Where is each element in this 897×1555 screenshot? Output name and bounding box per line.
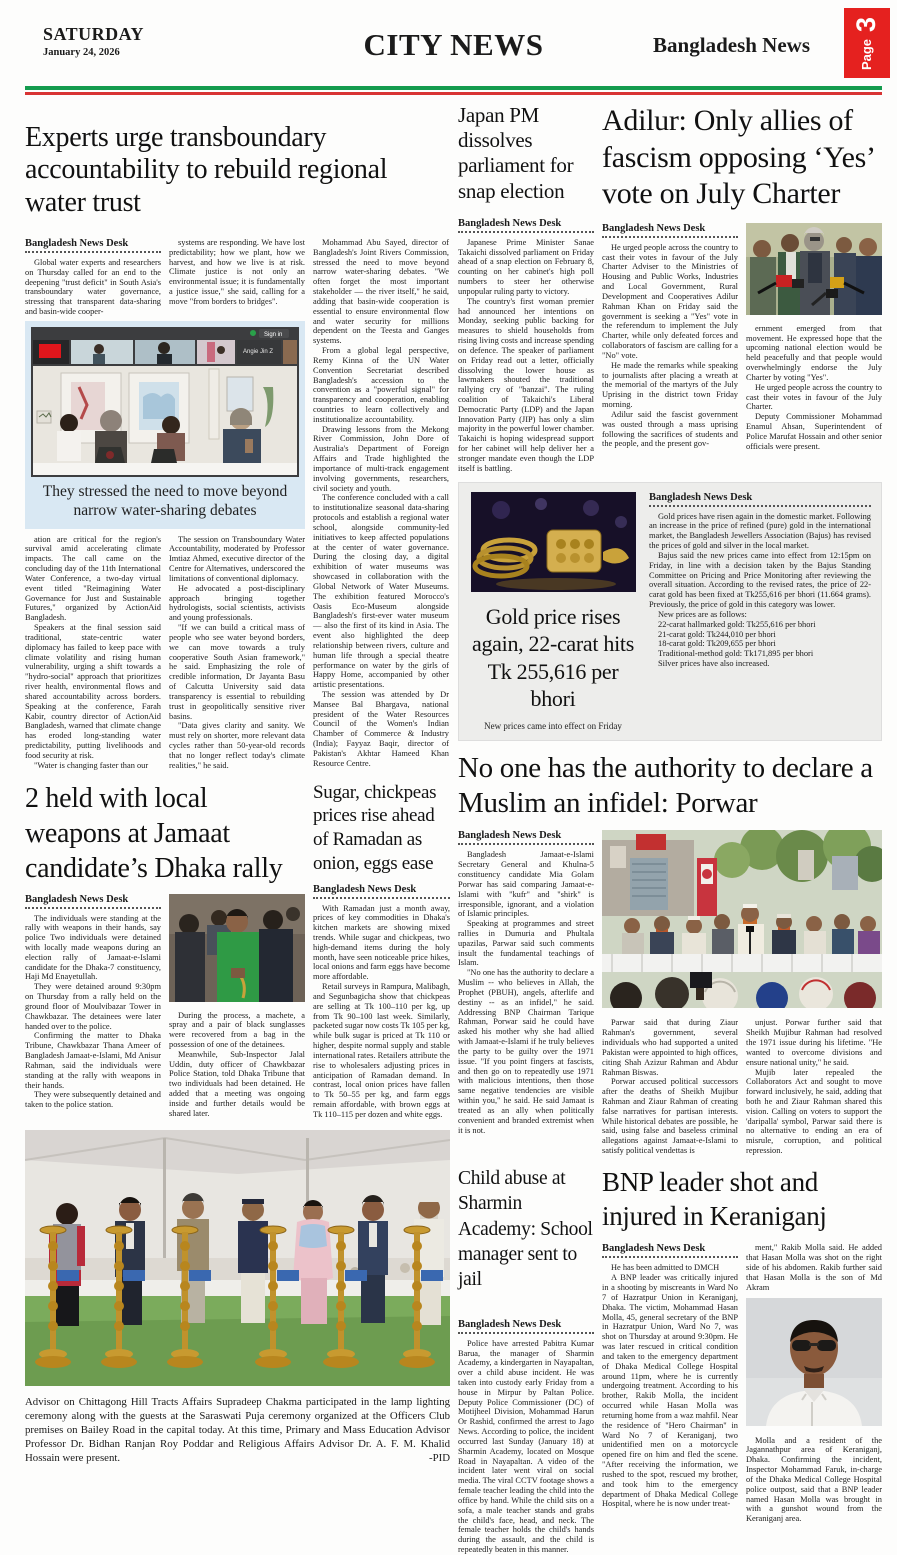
paragraph: Porwar accused political successors after the deaths of Sheikh Mujibur Rahman and Ziaur Rahman of creating false narratives for partisan interests. While historical debates are possible, he said, using false and baseless criminal allegations against Jamaat-e-Islami to satisfy political vendettas is [602, 1077, 738, 1156]
article-water-trust [25, 122, 450, 771]
byline: Bangladesh News Desk [458, 218, 594, 233]
gold-jewellery-photo [471, 492, 636, 592]
byline: Bangladesh News Desk [602, 223, 738, 238]
paragraph: The conference concluded with a call to institutionalize seasonal data-sharing protocols and establish a regional water school, alongside community-led initiatives to keep affected populations at the center of water governance. During the closing day, a digital exhibition of water museums was showcased in collaboration with the Global Network of Water Museums. The exhibition featured Morocco's Oasis Eco-Museum alongside Bangladesh's first-ever water museum — also the first of its kind in Asia. The event also highlighted the deep relationship between rivers, culture and human life through a special theatre performance on water by the girls of Happy Home, accompanied by other artistic presentations. [313, 493, 449, 690]
byline: Bangladesh News Desk [458, 830, 594, 845]
page-header [25, 0, 882, 86]
byline: Bangladesh News Desk [649, 492, 871, 507]
adilur-col2-text [746, 324, 882, 452]
paragraph: ernment emerged from that movement. He expressed hope that the upcoming national election would be held peacefully and that people would overwhelmingly endorse the July Charter by voting "Yes". [746, 323, 882, 382]
paragraph: He has been admitted to DMCH [611, 1263, 720, 1273]
water-col1-top [25, 258, 161, 317]
porwar-col1 [458, 830, 594, 1156]
paragraph: The session was attended by Dr Mansee Bal Bhargava, national president of the Water Resources Council of the Women's Indian Chamber of Commerce & Industry (India); Fayyaz Baqir, director of Pakistan's Akhtar Hameed Khan Resource Centre. [313, 690, 449, 768]
date-block [43, 24, 144, 58]
paragraph: "Data gives clarity and sanity. We must rely on shorter, more relevant data cycles rather than 50-year-old records that no longer reflect today's climate realities," he said. [169, 721, 305, 770]
hasan-molla-photo [746, 1298, 882, 1426]
two-held-col2 [169, 894, 305, 1119]
page-number-tab [844, 8, 890, 78]
paragraph: They were detained around 9:30pm on Thursday from a rally held on the ground floor of Moulvibazar Tower in Chawkbazar. The detainees were later handed over to the police. [25, 982, 161, 1031]
paragraph: Bajus said the new prices came into effect from 12:15pm on Friday, in line with a decision taken by the Bajus Standing Committee on Pricing and Price Monitoring after reviewing the overall situation. According to the revised rates, the price of 22-carat gold has been fixed at Tk255,616 per bhori (11.664 grams). Previously, the price of gold in this category was lower. [649, 550, 871, 610]
paragraph: Mujib later repealed the Collaborators Act and sought to move forward inclusively, he said, adding that both he and Ziaur Rahman shared this vision. Calling on voters to support the 'daripalla' symbol, Parwar said there is no alternative to ending an era of misrule, corruption, and political repression. [746, 1067, 882, 1156]
water-col2-bottom [169, 535, 305, 771]
adilur-figure [746, 223, 882, 320]
headline-adilur: Adilur: Only allies of fascism opposing ‘Yes’ vote on July Charter [602, 104, 874, 211]
page-word: Page [859, 38, 875, 70]
paragraph: 22-carat hallmarked gold: Tk255,616 per bhori [658, 619, 816, 629]
page-number: 3 [851, 16, 882, 32]
paragraph: Silver prices have also increased. [658, 659, 770, 669]
video-conference-figure [25, 321, 305, 529]
article-sugar-prices [313, 781, 450, 1120]
paragraph: Confirming the matter to Dhaka Tribune, Chawkbazar Thana Ameer of Bangladesh Jamaat-e-Islami, Md Anisur Rahman, said the individuals were standing at the rally with weapons in their hands. [25, 1031, 161, 1090]
paragraph: Meanwhile, Sub-Inspector Jalal Uddin, duty officer of Chawkbazar Police Station, told Dhaka Tribune that two individuals had been detained. He added that a meeting was ongoing inside and further details would be shared later. [169, 1049, 305, 1118]
puja-caption [25, 1395, 450, 1465]
paragraph: Speaking at programmes and street rallies in Dumuria and Phultala upazilas, Parwar said such comments insult the fundamental teachings of Islam. [458, 919, 594, 968]
article-adilur [602, 103, 882, 474]
rally-photo [602, 830, 882, 1008]
gold-text [649, 512, 871, 610]
paragraph: The individuals were standing at the rally with weapons in their hands, say police Two individuals were detained with locally made weapons during an election rally of Jamaat-e-Islami candidate for the Dhaka-7 constituency, Haji Md Enayetullah. [25, 913, 161, 982]
article-child-abuse [458, 1166, 594, 1555]
gold-price-list [649, 610, 871, 669]
paragraph: "Water is changing faster than our [34, 760, 149, 770]
rally-figure [602, 830, 882, 1013]
adilur-col1 [602, 223, 738, 452]
paragraph: With Ramadan just a month away, prices of key commodities in Dhaka's kitchen markets are showing mixed trends. While sugar and chickpeas, two high-demand items during the holy month, have seen noticeable price hikes, local onions and farm eggs have become more affordable. [313, 903, 450, 982]
puja-caption-text: Advisor on Chittagong Hill Tracts Affairs Supradeep Chakma participated in the lamp lighting ceremony along with the guests at the Saraswati Puja ceremony organized at the Officers Club premises on Bailey Road in the capital today. At this time, Primary and Mass Education Advisor Professor Dr. Bidhan Ranjan Roy Poddar and Religious Affairs Advisor Dr. A. F. M. Khalid Hossain were present. [25, 1395, 450, 1464]
porwar-right-block [602, 830, 882, 1156]
page-number-rotated [852, 16, 883, 69]
paragraph: Deputy Commissioner Mohammad Enamul Ahsan, Superintendent of Police Marufat Hossain and other senior officials were present. [746, 412, 882, 451]
paragraph: Molla and a resident of the Jagannathpur area of Keraniganj, Dhaka. Confirming the incident, Inspector Mohammad Faruk, in-charge of the Dhaka Medical College Hospital police outpost, said that a BNP leader named Hasan Molla was brought in with a gunshot wound from the Keraniganj area. [746, 1435, 882, 1524]
page-content [25, 103, 882, 1555]
headline-porwar: No one has the authority to declare a Muslim an infidel: Porwar [458, 751, 873, 819]
two-held-col1 [25, 894, 161, 1119]
video-conference-photo [31, 327, 299, 477]
article-bnp-leader [602, 1166, 882, 1555]
right-column [458, 103, 882, 1555]
puja-figure [25, 1130, 450, 1465]
section-masthead: CITY NEWS [363, 27, 544, 62]
water-left-block [25, 238, 305, 771]
adilur-photo [746, 223, 882, 315]
byline: Bangladesh News Desk [602, 1243, 738, 1258]
water-col1 [25, 238, 161, 317]
child-abuse-text [458, 1339, 594, 1555]
paragraph: 21-carat gold: Tk244,010 per bhori [658, 629, 776, 639]
paragraph: Adilur said the fascist government was ousted through a mass uprising following the sacrifices of students and the people, and the present gov- [602, 409, 738, 449]
left-column [25, 103, 450, 1555]
headline-child-abuse: Child abuse at Sharmin Academy: School manager sent to jail [458, 1167, 593, 1291]
headline-sugar-prices: Sugar, chickpeas prices rise ahead of Ramadan as onion, eggs ease [313, 781, 437, 874]
video-conference-caption: They stressed the need to move beyond narrow water-sharing debates [42, 482, 288, 520]
gold-left-block [469, 492, 637, 731]
japan-text [458, 238, 594, 474]
paragraph: Drawing lessons from the Mekong River Commission, John Dore of Australia's Department of Foreign Affairs and Trade highlighted the importance of multi-track engagement involving governments, researchers, civil society and youth. [313, 424, 449, 493]
gold-right-block [649, 492, 871, 731]
article-japan-pm [458, 103, 594, 474]
paragraph: A BNP leader was critically injured in a shooting by miscreants in Ward No 7 of Hazratpur Union in Keraniganj, Dhaka. The victim, Mohammad Hasan Molla, 45, general secretary of the BNP in Hazratpur Union, Ward No 7, was shot on Thursday at around 9:30pm. He was later rescued in critical condition and taken to the emergency department of Dhaka Medical College Hospital around 11pm, where he is currently undergoing treatment. According to his brother, Rakib Molla, the incident occurred while Hasan Molla was returning home from a waz mahfil. Near the residence of "Hero Chairman" in Ward No 7 of Keraniganj, two unidentified men on a motorcycle opened fire on him and fled the scene. "After receiving the information, we rushed to the spot, rescued my brother, and took him to the emergency department of Dhaka Medical College Hospital, where he is now under treat- [602, 1273, 738, 1509]
date-label: January 24, 2026 [43, 47, 120, 58]
signin-label: Sign in [264, 331, 283, 338]
paragraph: Traditional-method gold: Tk171,895 per bhori [658, 649, 814, 659]
paragraph: He made the remarks while speaking to journalists after placing a wreath at the memorial of the martyrs of the July Uprising in the district town Friday morning. [602, 360, 738, 410]
red-rule [25, 92, 882, 95]
participant-label: Angie Jin Z [243, 348, 274, 355]
paragraph: Speakers at the final session said traditional, state-centric water diplomacy has failed to keep pace with climate volatility and rising human vulnerability, urging a shift towards a "hydro-social" approach that prioritizes river health, environmental flows and shared accountability across borders. Speaking at the conference, Farah Kabir, country director of ActionAid Bangladesh, warned that climate change has eroded long-standing water predictability, putting livelihoods and food security at risk. [25, 623, 161, 760]
bnp-col2-top-text [746, 1243, 882, 1292]
paragraph: New prices are as follows: [658, 609, 747, 619]
headline-gold: Gold price rises again, 22-carat hits Tk 255,616 per bhori [472, 603, 634, 712]
paragraph: They were subsequently detained and taken to the police station. [25, 1090, 161, 1110]
paragraph: unjust. Porwar further said that Sheikh Mujibur Rahman had resolved the 1971 issue during his lifetime. "He wanted to overcome divisions and ensure national unity," he said. [746, 1018, 882, 1067]
headline-water-trust: Experts urge transboundary accountability to rebuild regional water trust [25, 121, 388, 218]
paragraph: Mohammad Abu Sayed, director of Bangladesh's Joint Rivers Commission, stressed the need to move beyond narrow water-sharing debates. "We often forget the most important stakeholder — the river itself," he said, adding that basin-wide cooperation is essential to ensure environmental flow and water security for millions dependent on the Teesta and Ganges systems. [313, 237, 449, 346]
photo-credit: -PID [423, 1451, 450, 1465]
adilur-col1-text [602, 243, 738, 449]
article-porwar [458, 751, 882, 1156]
water-col3 [313, 238, 449, 771]
paragraph: Retail surveys in Rampura, Malibagh, and Segunbagicha show that chickpeas are selling at Tk 100–110 per kg, up from Tk 90–100 last week. Similarly, packeted sugar now costs Tk 105 per kg, while bulk sugar is priced at Tk 110 or higher, despite normal supply and stable international rates. Retailers attribute the rise to wholesalers adjusting prices in anticipation of Ramadan demand. In contrast, local onion prices have fallen to Tk 50–55 per kg, and farm eggs remain affordable, with brown eggs at Tk 110–115 per dozen and white eggs. [313, 982, 450, 1119]
day-label: SATURDAY [43, 24, 145, 44]
bnp-col1-text [602, 1263, 738, 1509]
detainee-photo [169, 894, 305, 1002]
paragraph: Police have arrested Pabitra Kumar Barua, the manager of Sharmin Academy, a kindergarten in Nayapaltan, over a child abuse incident. He was taken into custody early Friday from a house in Mirpur by Paltan Police. Deputy Police Commissioner (DC) of Motijheel Division, Mohammad Harun Or Rashid, confirmed the arrest to Jago News. According to police, the incident occurred last Sunday (January 18) at Sharmin Academy, located on Mosque Road in Nayapaltan. A video of the incident later went viral on social media. The viral CCTV footage shows a female teacher leading the child into the office by hand. While the child sits on a sofa, a male teacher stands and grabs the child's face, head, and neck. The female teacher holds the child's hands during the assault, and the child is repeatedly beaten in this manner. [458, 1338, 594, 1555]
paragraph: systems are responding. We have lost predictability; how we plant, how we harvest, and how we live is at risk. Climate justice is not only an environmental issue; it is fundamentally a justice issue," she said, calling for a move "from borders to bridges". [169, 237, 305, 306]
byline: Bangladesh News Desk [25, 894, 161, 909]
paragraph: Japanese Prime Minister Sanae Takaichi dissolved parliament on Friday ahead of a snap election on February 8, counting on her cabinet's high poll numbers to steer her otherwise unpopular ruling party to victory. [458, 237, 594, 296]
paragraph: He urged people across the country to cast their votes in favour of the July Charter. [746, 382, 882, 412]
paragraph: ment," Rakib Molla said. He added that Hasan Molla was shot on the right side of his abdomen. Rakib further said that Hasan Molla is the son of Md Akram [746, 1243, 882, 1292]
paragraph: He urged people across the country to cast their votes in favour of the July Charter Adviser to the Ministries of Housing and Public Works, Industries and Local Government, Rural Development and Cooperatives Adilur Rahman Khan on Friday said the government is seeking a "Yes" vote in the referendum to implement the July Charter, while only defeated forces and collaborators of fascism are calling for a "No" vote. [602, 242, 738, 360]
bnp-col2-bottom-text [746, 1436, 882, 1524]
hasan-molla-figure [746, 1298, 882, 1431]
paragraph: 18-carat gold: Tk209,655 per bhori [658, 639, 776, 649]
paragraph: The country's first woman premier had announced her intentions on Monday, seeking public backing for measures to shield households from rising living costs and increase spending on defence. The speaker of parliament on Friday read out a letter, officially dissolving the lower house as lawmakers shouted the traditional rallying cry of "banzai". The ruling coalition of Takaichi's Liberal Democratic Party (LDP) and the Japan Innovation Party (JIP) has only a slim majority in the powerful lower chamber. Takaichi is hoping widespread support for her cabinet will help deliver her a stronger mandate even though the LDP itself is battling. [458, 296, 594, 473]
byline: Bangladesh News Desk [458, 1319, 594, 1334]
two-held-col1-text [25, 914, 161, 1111]
bnp-col1 [602, 1243, 738, 1524]
bnp-col2 [746, 1243, 882, 1524]
adilur-col2 [746, 223, 882, 452]
detainee-figure [169, 894, 305, 1007]
paragraph: "If we can build a critical mass of people who see water beyond borders, we can move towards a truly cooperative South Asian framework," he said. Emphasizing the role of credible information, Dr Jayanta Basu of Calcutta University said data transparency is essential to rebuilding trust in geopolitically sensitive river basins. [169, 623, 305, 721]
paragraph: He advocated a post-disciplinary approach bringing together hydrologists, social scientists, activists and young professionals. [169, 583, 305, 623]
byline: Bangladesh News Desk [313, 884, 450, 899]
porwar-col2-text [602, 1018, 738, 1156]
paragraph: "No one has the authority to declare a Muslim -- who believes in Allah, the Prophet (PBUH), angels, afterlife and destiny -- as an infidel," he said. Addressing BNP Chairman Tarique Rahman, Porwar said he could have asked his mother why she had allied with Jamaat-e-Islami if he truly believes the party to be guilty over the 1971 issue. "If you point fingers at fascists, and then go on to repeatedly use 1971 with malicious intentions, then those same negative tendencies are visible within you," he said. He said Jamaat is treated as an ally when politically convenient and branded extremist when it is not. [458, 968, 594, 1135]
article-two-held [25, 781, 305, 1120]
paragraph: Parwar said that during Ziaur Rahman's government, several individuals who had supported a united Pakistan were appointed to high offices, citing Shah Azizur Rahman and Abdur Rahman Biswas. [602, 1018, 738, 1077]
paragraph: Bangladesh Jamaat-e-Islami Secretary General and Khulna-5 constituency candidate Mia Golam Porwar has said comparing Jamaat-e-Islami with "kufr" and "shirk" is irresponsible, ignorant, and a violation of Islamic principles. [458, 850, 594, 919]
gold-price-box [458, 482, 882, 741]
headline-two-held: 2 held with local weapons at Jamaat candidate’s Dhaka rally [25, 782, 283, 884]
paragraph: From a global legal perspective, Remy Kinna of the UN Water Convention Secretariat described Bangladesh's accession to the convention as a "powerful signal" for transparency and cooperation, enabling countries to learn collectively and institutionalize accountability. [313, 346, 449, 424]
paragraph: The session on Transboundary Water Accountability, moderated by Professor Imtiaz Ahmed, executive director of the Centre for Alternatives, underscored the limitations of conventional diplomacy. [169, 534, 305, 583]
puja-photo [25, 1130, 450, 1386]
headline-bnp-leader: BNP leader shot and injured in Keraniganj [602, 1166, 827, 1231]
green-rule [25, 86, 882, 90]
paragraph: Gold prices have risen again in the domestic market. Following an increase in the price of refined (pure) gold in the international market, the Bangladesh Jewellers Association (Bajus) has revised the prices of gold and silver in the local market. [649, 511, 871, 551]
paragraph: ation are critical for the region's survival amid accelerating climate impacts. The call came on the concluding day of the 11th International Water Conference, a two-day virtual event titled "Reimagining Water Governance for Just and Sustainable Futures," organized by ActionAid Bangladesh. [25, 534, 161, 623]
sugar-text [313, 904, 450, 1120]
two-held-col2-text [169, 1011, 305, 1119]
water-col1-bottom [25, 535, 161, 771]
porwar-col1-text [458, 850, 594, 1135]
byline: Bangladesh News Desk [25, 238, 161, 253]
gold-caption: New prices came into effect on Friday [484, 720, 622, 731]
newspaper-brand: Bangladesh News [653, 33, 810, 57]
paragraph: Global water experts and researchers on Thursday called for an end to the deepening "trust deficit" in South Asia's transboundary water governance, stressing that transparent data-sharing and basin-wide cooper- [25, 257, 161, 317]
water-col2-top [169, 238, 305, 317]
porwar-col3-text [746, 1018, 882, 1156]
headline-japan-pm: Japan PM dissolves parliament for snap election [458, 103, 574, 203]
paragraph: During the process, a machete, a spray and a pair of black sunglasses were recovered from a bag in the possession of one of the detainees. [169, 1010, 305, 1049]
